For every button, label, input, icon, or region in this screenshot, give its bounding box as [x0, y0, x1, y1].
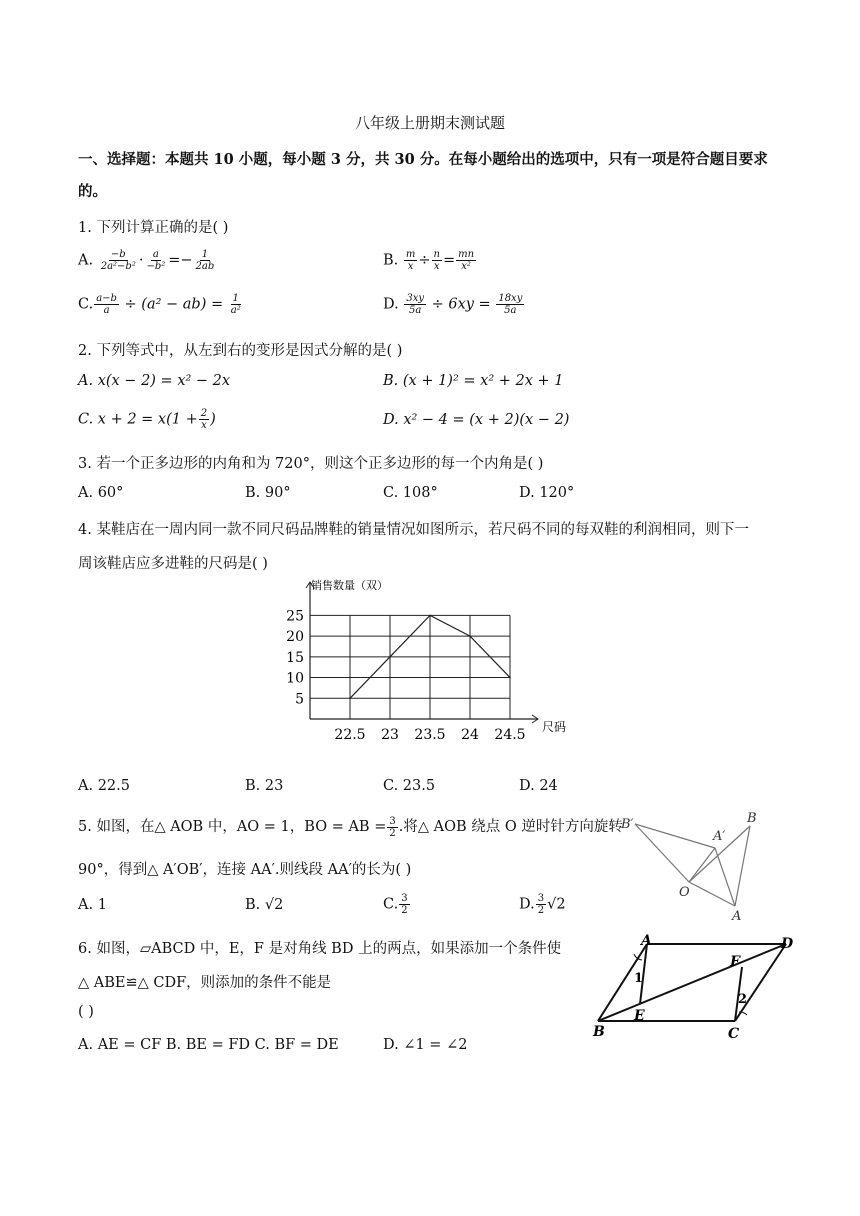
question-4-stem-line1: 4. 某鞋店在一周内同一款不同尺码品牌鞋的销量情况如图所示，若尺码不同的每双鞋的利润相同，则下一	[78, 522, 749, 538]
y-tick-label: 20	[286, 629, 304, 646]
q2-option-d: D. x² − 4 = (x + 2)(x − 2)	[383, 412, 570, 428]
q5-option-a: A. 1	[78, 897, 107, 913]
label-b: B	[593, 1024, 605, 1040]
q3-option-c: C. 108°	[383, 485, 438, 501]
q4-option-a: A. 22.5	[78, 778, 130, 794]
q3-option-d: D. 120°	[519, 485, 575, 501]
x-tick-label: 23	[381, 727, 399, 743]
fraction: $\frac{3xy}{5a}$	[406, 293, 424, 316]
q5-option-d: D. $\frac{3}{2}$ √2	[519, 893, 566, 916]
q4-option-b: B. 23	[245, 778, 284, 794]
q1-option-b: B. $\frac{m}{x}$ ÷ $\frac{n}{x}$ = $\frac{mn}{\text{x²}}$	[383, 249, 475, 272]
y-tick-label: 10	[286, 670, 304, 687]
q1-option-c: C. $\frac{a-b}{a}$ ÷ (a² − ab) = $\frac{1}{\text{a²}}$	[78, 293, 241, 316]
data-point	[389, 656, 391, 658]
q4-option-c: C. 23.5	[383, 778, 436, 794]
fraction: $\frac{mn}{\text{x²}}$	[458, 249, 475, 272]
q1-option-a: A. $\frac{-b}{\text{2a²−b²}}$ · $\frac{a}{\text{−b²}}$ =− $\frac{1}{2ab}$	[78, 249, 215, 272]
fraction: $\frac{3}{2}$	[401, 893, 408, 916]
data-point	[469, 635, 471, 637]
q5-option-c: C. $\frac{3}{2}$	[383, 893, 408, 916]
chart-axes	[306, 582, 538, 723]
q3-option-a: A. 60°	[78, 485, 124, 501]
q2-option-c: C. x + 2 = x(1 + $\frac{2}{x}$ )	[78, 408, 216, 431]
y-tick-label: 25	[286, 608, 304, 625]
x-tick-label: 24.5	[494, 727, 526, 743]
x-axis-label: 尺码	[542, 720, 567, 734]
q2-option-b: B. (x + 1)² = x² + 2x + 1	[383, 373, 564, 389]
option-label: A.	[78, 252, 94, 269]
fraction: $\frac{3}{2}$	[537, 893, 545, 916]
question-5-stem-line1: 5. 如图，在△ AOB 中，AO = 1，BO = AB = $\frac{3}{2}$ .将△ AOB 绕点 O 逆时针方向旋转	[78, 815, 623, 839]
fraction: $\frac{n}{x}$	[433, 249, 440, 272]
sales-line-chart	[280, 572, 580, 742]
question-6-stem-line1: 6. 如图，▱ABCD 中，E，F 是对角线 BD 上的两点，如果添加一个条件使	[78, 941, 562, 957]
section-heading-line1: 一、选择题：本题共 10 小题，每小题 3 分，共 30 分。在每小题给出的选项中，只有一项是符合题目要求	[78, 151, 768, 168]
question-1-stem: 1. 下列计算正确的是( )	[78, 220, 229, 236]
page-title: 八年级上册期末测试题	[354, 114, 505, 132]
fraction: $\frac{a-b}{a}$	[96, 293, 117, 316]
y-tick-label: 5	[295, 691, 304, 708]
data-point	[349, 697, 351, 699]
data-point	[509, 677, 511, 679]
fraction: $\frac{-b}{\text{2a²−b²}}$	[100, 249, 136, 272]
label-e: E	[634, 1008, 645, 1024]
question-2-stem: 2. 下列等式中，从左到右的变形是因式分解的是( )	[78, 343, 403, 359]
rotation-figure	[615, 810, 775, 924]
label-a: A	[641, 933, 652, 949]
question-6-stem-line2: △ ABE≌△ CDF，则添加的条件不能是	[78, 975, 332, 991]
label-b: B	[747, 811, 757, 826]
label-f: F	[730, 954, 740, 970]
x-tick-labels	[334, 727, 525, 743]
y-axis-label: 销售数量（双）	[311, 579, 388, 592]
q4-option-d: D. 24	[519, 778, 558, 794]
parallelogram-figure	[590, 932, 800, 1042]
question-4-stem-line2: 周该鞋店应多进鞋的尺码是( )	[78, 556, 268, 572]
q3-option-b: B. 90°	[245, 485, 291, 501]
fraction: $\frac{2}{x}$	[200, 408, 208, 431]
y-tick-labels	[286, 608, 304, 707]
question-5-stem-line2: 90°，得到△ A′OB′，连接 AA′.则线段 AA′的长为( )	[78, 862, 412, 878]
section-heading-line2: 的。	[78, 183, 107, 200]
fraction: $\frac{a}{\text{−b²}}$	[146, 249, 166, 272]
angle-2-label: 2	[738, 992, 748, 1007]
label-o: O	[679, 885, 690, 900]
question-6-stem-line3: ( )	[78, 1004, 94, 1020]
label-c: C	[728, 1026, 740, 1042]
q5-option-b: B. √2	[245, 897, 284, 913]
fraction: $\frac{1}{\text{a²}}$	[230, 293, 241, 316]
question-3-stem: 3. 若一个正多边形的内角和为 720°，则这个正多边形的每一个内角是( )	[78, 456, 544, 472]
fraction: $\frac{3}{2}$	[389, 815, 396, 839]
data-point	[429, 615, 431, 617]
x-tick-label: 24	[461, 727, 479, 743]
q6-options-abc: A. AE = CF B. BE = FD C. BF = DE	[78, 1037, 339, 1053]
x-tick-label: 22.5	[334, 727, 366, 743]
label-b-prime: B′	[621, 817, 634, 832]
label-d: D	[781, 936, 794, 952]
x-tick-label: 23.5	[414, 727, 446, 743]
q2-option-a: A. x(x − 2) = x² − 2x	[78, 373, 231, 389]
chart-grid	[310, 615, 510, 719]
q6-option-d: D. ∠1 = ∠2	[383, 1037, 468, 1053]
q1-option-d: D. $\frac{3xy}{5a}$ ÷ 6xy = $\frac{18xy}{5a}$	[383, 293, 523, 316]
fraction: $\frac{m}{x}$	[405, 249, 416, 272]
fraction: $\frac{18xy}{5a}$	[498, 293, 523, 316]
fraction: $\frac{1}{2ab}$	[195, 249, 215, 272]
angle-1-label: 1	[634, 971, 644, 986]
label-a-prime: A′	[713, 829, 726, 844]
label-a: A	[732, 909, 742, 924]
y-tick-label: 15	[286, 649, 304, 666]
